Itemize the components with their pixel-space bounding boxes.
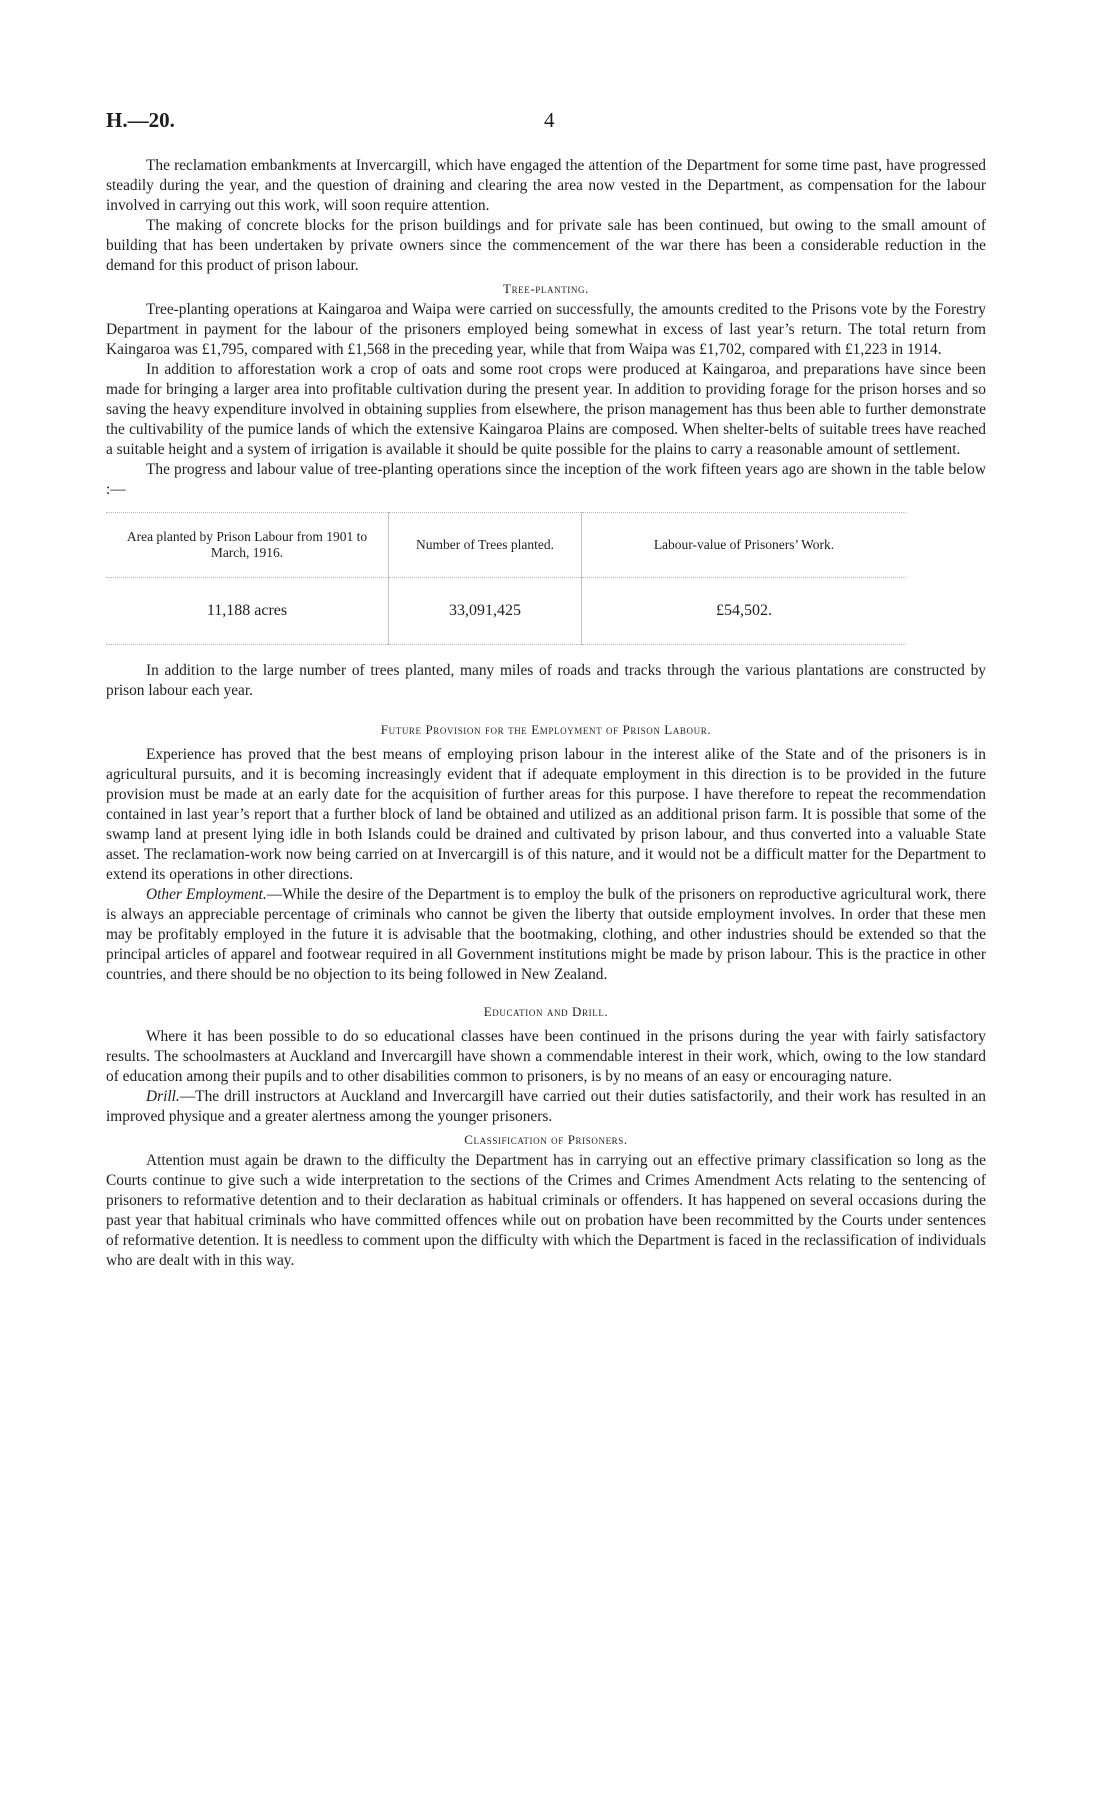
tree-planting-table	[106, 512, 906, 645]
column-header-labour-value: Labour-value of Prisoners’ Work.	[582, 513, 907, 578]
paragraph-experience: Experience has proved that the best means of employing prison labour in the interest alike of the State and of the prisoners is in agricultural pursuits, and it is becoming increasingly evident that if adequate employment in this direction is to be provided in the future provision must be made at an early date for the acquisition of further areas for this purpose. I have therefore to repeat the recommendation contained in last year’s report that a further block of land be obtained and utilized as an additional prison farm. It is possible that some of the swamp land at present lying idle in both Islands could be drained and cultivated by prison labour, and thus converted into a valuable State asset. The reclamation-work now being carried on at Invercargill is of this nature, and it would not be a difficult matter for the Department to extend its operations in other directions.	[106, 746, 986, 883]
heading-tree-planting: Tree-planting.	[503, 281, 589, 296]
column-header-area: Area planted by Prison Labour from 1901 to March, 1916.	[106, 513, 389, 578]
paragraph-tree-planting: Tree-planting operations at Kaingaroa and Waipa were carried on successfully, the amounts credited to the Prisons vote by the Forestry Department in payment for the labour of the prisoners employed being somewhat in excess of last year’s return. The total return from Kaingaroa was £1,795, compared with £1,568 in the preceding year, while that from Waipa was £1,702, compared with £1,223 in 1914.	[106, 301, 986, 358]
lead-drill: Drill.	[146, 1088, 180, 1105]
heading-future-provision: Future Provision for the Employment of Prison Labour.	[380, 722, 712, 737]
cell-area: 11,188 acres	[106, 578, 389, 645]
page-header	[106, 108, 986, 138]
paragraph-concrete-blocks: The making of concrete blocks for the prison buildings and for private sale has been continued, but owing to the small amount of building that has been undertaken by private owners since the commencement of the war there has been a considerable reduction in the demand for this product of prison labour.	[106, 217, 986, 274]
text-drill: —The drill instructors at Auckland and Invercargill have carried out their duties satisfactorily, and their work has resulted in an improved physique and a greater alertness among the younger prisoners.	[106, 1088, 986, 1125]
page-number: 4	[544, 108, 555, 132]
paragraph-afforestation: In addition to afforestation work a crop of oats and some root crops were produced at Kaingaroa, and preparations have since been made for bringing a larger area into profitable cultivation during the present year. In addition to providing forage for the prison horses and so saving the heavy expenditure involved in obtaining supplies from elsewhere, the prison management has thus been able to further demonstrate the cultivability of the pumice lands of which the extensive Kaingaroa Plains are composed. When shelter-belts of suitable trees have reached a suitable height and a system of irrigation is available it should be quite possible for the plains to carry a reasonable amount of settlement.	[106, 361, 986, 458]
paragraph-other-employment	[106, 885, 986, 985]
heading-education-drill: Education and Drill.	[483, 1004, 609, 1019]
paragraph-progress: The progress and labour value of tree-planting operations since the inception of the work fifteen years ago are shown in the table below :—	[106, 461, 986, 498]
paragraph-classification: Attention must again be drawn to the difficulty the Department has in carrying out an effective primary classification so long as the Courts continue to give such a wide interpretation to the sections of the Crimes and Crimes Amendment Acts relating to the sentencing of prisoners to reformative detention and to their declaration as habitual criminals or offenders. It has happened on several occasions during the past year that habitual criminals who have committed offences while out on probation have been recommitted by the Courts under sentences of reformative detention. It is needless to comment upon the difficulty with which the Department is faced in the reclassification of individuals who are dealt with in this way.	[106, 1152, 986, 1269]
paragraph-drill	[106, 1087, 986, 1127]
column-header-trees: Number of Trees planted.	[389, 513, 582, 578]
paragraph-reclamation: The reclamation embankments at Invercargill, which have engaged the attention of the Department for some time past, have progressed steadily during the year, and the question of draining and clearing the area now vested in the Department, as compensation for the labour involved in carrying out this work, will soon require attention.	[106, 157, 986, 214]
page-body	[106, 156, 986, 1271]
paragraph-roads: In addition to the large number of trees planted, many miles of roads and tracks through the various plantations are constructed by prison labour each year.	[106, 662, 986, 699]
cell-trees: 33,091,425	[389, 578, 582, 645]
paragraph-education: Where it has been possible to do so educational classes have been continued in the prisons during the year with fairly satisfactory results. The schoolmasters at Auckland and Invercargill have shown a commendable interest in their work, which, owing to the low standard of education among their pupils and to other disabilities common to prisoners, is by no means of an easy or encouraging nature.	[106, 1028, 986, 1085]
table-row	[106, 578, 906, 645]
heading-classification: Classification of Prisoners.	[464, 1132, 628, 1147]
table-header-row	[106, 513, 906, 578]
cell-labour-value: £54,502.	[582, 578, 907, 645]
lead-other-employment: Other Employment.	[146, 886, 267, 903]
text-other-employment: —While the desire of the Department is to employ the bulk of the prisoners on reproductive agricultural work, there is always an appreciable percentage of criminals who cannot be given the liberty that outside employment involves. In order that these men may be profitably employed in the future it is advisable that the bootmaking, clothing, and other industries should be extended so that the principal articles of apparel and footwear required in all Government institutions might be made by prison labour. This is the practice in other countries, and there should be no objection to its being followed in New Zealand.	[106, 886, 986, 983]
document-code: H.—20.	[106, 108, 175, 132]
